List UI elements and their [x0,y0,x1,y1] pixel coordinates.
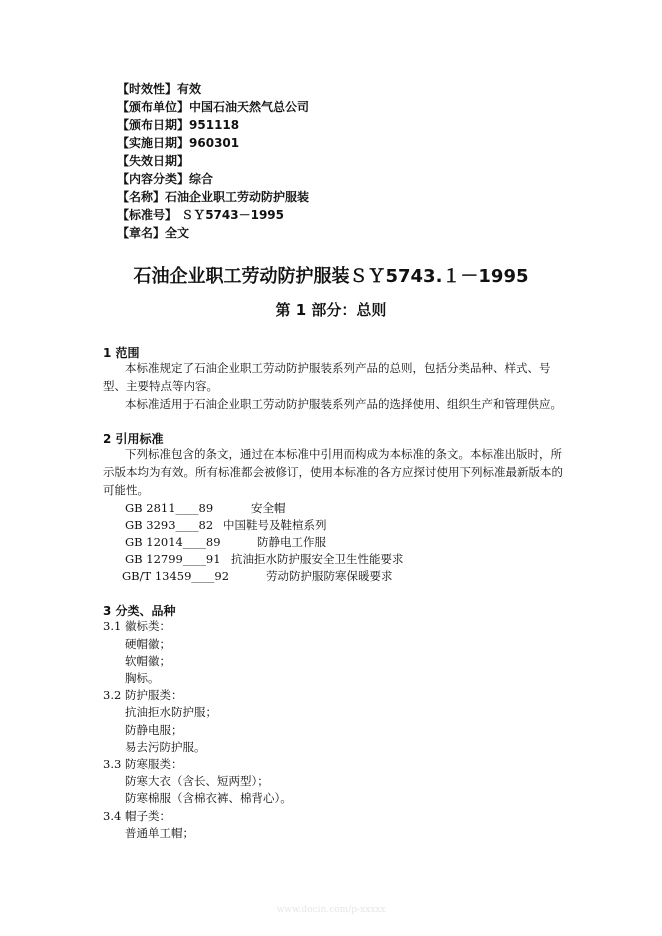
meta-label: 【颁布单位】 [117,100,190,114]
reference-item [125,551,404,567]
meta-value: 960301 [189,136,240,150]
reference-item [122,568,393,584]
reference-code: GB 2811____89 [125,501,214,515]
list-item: 防寒棉服（含棉衣裤、棉背心）。 [125,791,292,805]
meta-row [117,206,309,224]
meta-label: 【标准号】 [117,208,178,222]
reference-code: GB/T 13459____92 [122,569,230,583]
reference-name: 劳动防护服防寒保暖要求 [266,569,393,583]
list-item: 硬帽徽； [125,637,171,651]
meta-value: 石油企业职工劳动防护服装 [165,190,310,204]
reference-code: GB 12014____89 [125,535,221,549]
reference-code: GB 3293____82 [125,518,214,532]
meta-label: 【名称】 [117,190,166,204]
meta-row [117,188,309,206]
list-item: 防静电服； [125,723,183,737]
list-item: 抗油拒水防护服； [125,705,217,719]
meta-label: 【内容分类】 [117,172,190,186]
subsection-heading: 3.1 徽标类： [103,619,171,633]
list-item: 胸标。 [125,671,160,685]
subsection-heading: 3.2 防护服类： [103,688,183,702]
meta-row [117,224,309,242]
document-title: 石油企业职工劳动防护服装ＳＹ5743.１－1995 [133,266,529,287]
subsection-heading: 3.4 帽子类： [103,809,171,823]
list-item: 易去污防护服。 [125,740,206,754]
section-heading: 1 范围 [103,346,140,360]
paragraph: 本标准适用于石油企业职工劳动防护服装系列产品的选择使用、组织生产和管理供应。 [125,397,562,411]
list-item: 防寒大衣（含长、短两型）； [125,774,269,788]
reference-code: GB 12799____91 [125,552,221,566]
meta-value: 综合 [189,172,214,186]
meta-value: 中国石油天然气总公司 [189,100,310,114]
meta-value: 有效 [177,82,202,96]
meta-label: 【实施日期】 [117,136,190,150]
meta-value: 951118 [189,118,240,132]
meta-row [117,80,309,98]
reference-item [125,500,286,516]
reference-name: 安全帽 [251,501,286,515]
meta-label: 【失效日期】 [117,154,190,168]
meta-value: ＳＹ5743－1995 [177,208,284,222]
meta-row [117,116,309,134]
meta-value: 全文 [165,226,190,240]
watermark-footer: www.docin.com/p-xxxxx [276,905,386,915]
meta-row [117,170,309,188]
list-item: 软帽徽； [125,654,171,668]
reference-name: 防静电工作服 [257,535,326,549]
reference-item [125,517,327,533]
paragraph: 下列标准包含的条文，通过在本标准中引用而构成为本标准的条文。本标准出版时，所示版本均为有效。所有标准都会被修订，使用本标准的各方应探讨使用下列标准最新版本的可能性。 [103,447,563,497]
section-heading: 3 分类、品种 [103,604,176,618]
document-subtitle: 第 1 部分：总则 [275,301,387,319]
metadata-block [117,80,309,242]
meta-row [117,134,309,152]
meta-label: 【时效性】 [117,82,178,96]
meta-row [117,152,309,170]
subsection-heading: 3.3 防寒服类： [103,757,183,771]
reference-name: 中国鞋号及鞋楦系列 [223,518,327,532]
section-heading: 2 引用标准 [103,432,164,446]
meta-label: 【章名】 [117,226,166,240]
list-item: 普通单工帽； [125,826,194,840]
paragraph: 本标准规定了石油企业职工劳动防护服装系列产品的总则，包括分类品种、样式、号型、主要特点等内容。 [103,361,551,393]
reference-item [125,534,326,550]
reference-name: 抗油拒水防护服安全卫生性能要求 [231,552,404,566]
meta-label: 【颁布日期】 [117,118,190,132]
meta-row [117,98,309,116]
